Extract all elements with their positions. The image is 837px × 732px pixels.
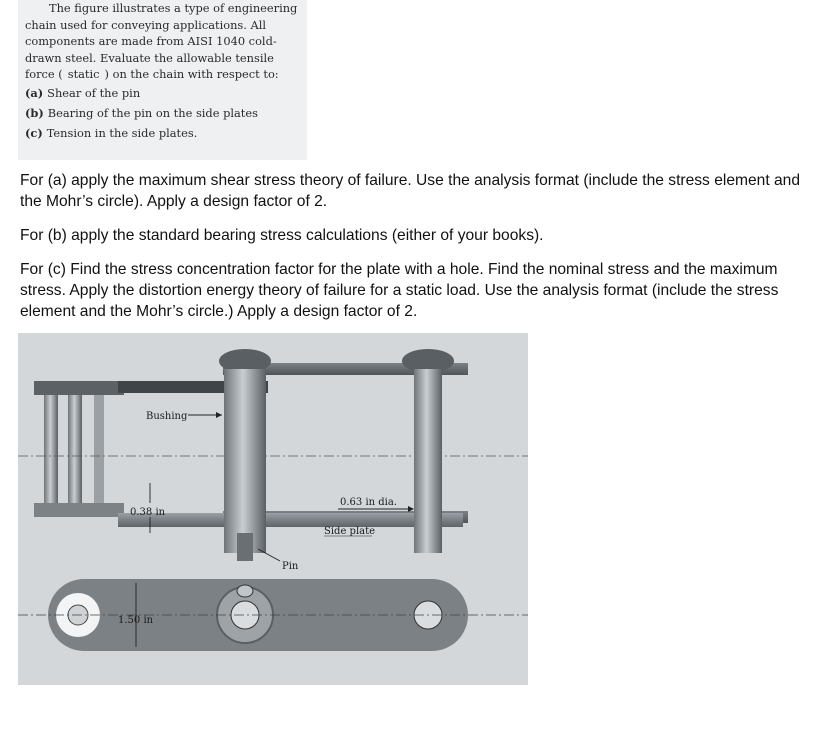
problem-parts [25,85,305,141]
side-view-cotter [237,585,253,597]
chain-diagram [18,333,528,685]
instruction-c: For (c) Find the stress concentration factor for the plate with a hole. Find the nominal stress and the maximum stress. Apply the distortion energy theory of failure for a static load. Use the analysis format (include the stress element and the Mohr’s circle.) Apply a design factor of 2. [20,261,779,320]
textbook-excerpt [18,0,307,160]
pin-label: Pin [282,561,299,572]
thickness-label: 0.38 in [130,507,166,518]
width-label: 1.50 in [118,615,154,626]
left-pin-1 [44,395,58,503]
static-word: static [67,67,100,82]
instructions [20,170,820,335]
part-b: (b) Bearing of the pin on the side plates [25,105,258,120]
left-bottom-plate [34,503,124,517]
left-top-plate [34,381,124,395]
problem-intro: The figure illustrates a type of engineering chain used for conveying applications. All components are made from AISI 1040 cold-drawn steel. Evaluate the allowable tensile force ( [25,1,298,82]
problem-statement [25,0,305,83]
middle-pin [224,369,266,553]
part-a: (a) Shear of the pin [25,85,141,100]
part-c: (c) Tension in the side plates. [25,125,198,140]
left-pin-3 [94,395,104,503]
right-pin [414,369,442,553]
pin-cotter [237,533,253,561]
left-pin-2 [68,395,82,503]
instruction-a: For (a) apply the maximum shear stress theory of failure. Use the analysis format (include the stress element and the Mohr’s circle). Apply a design factor of 2. [20,172,801,210]
side-plate-bar [118,513,463,527]
bushing-label: Bushing [146,411,188,422]
side-plate-label: Side plate [324,526,376,537]
chain-figure [18,333,528,685]
pin-dia-label: 0.63 in dia. [340,497,398,508]
problem-intro-end: ) on the chain with respect to: [104,67,279,82]
instruction-b: For (b) apply the standard bearing stress calculations (either of your books). [20,227,544,244]
